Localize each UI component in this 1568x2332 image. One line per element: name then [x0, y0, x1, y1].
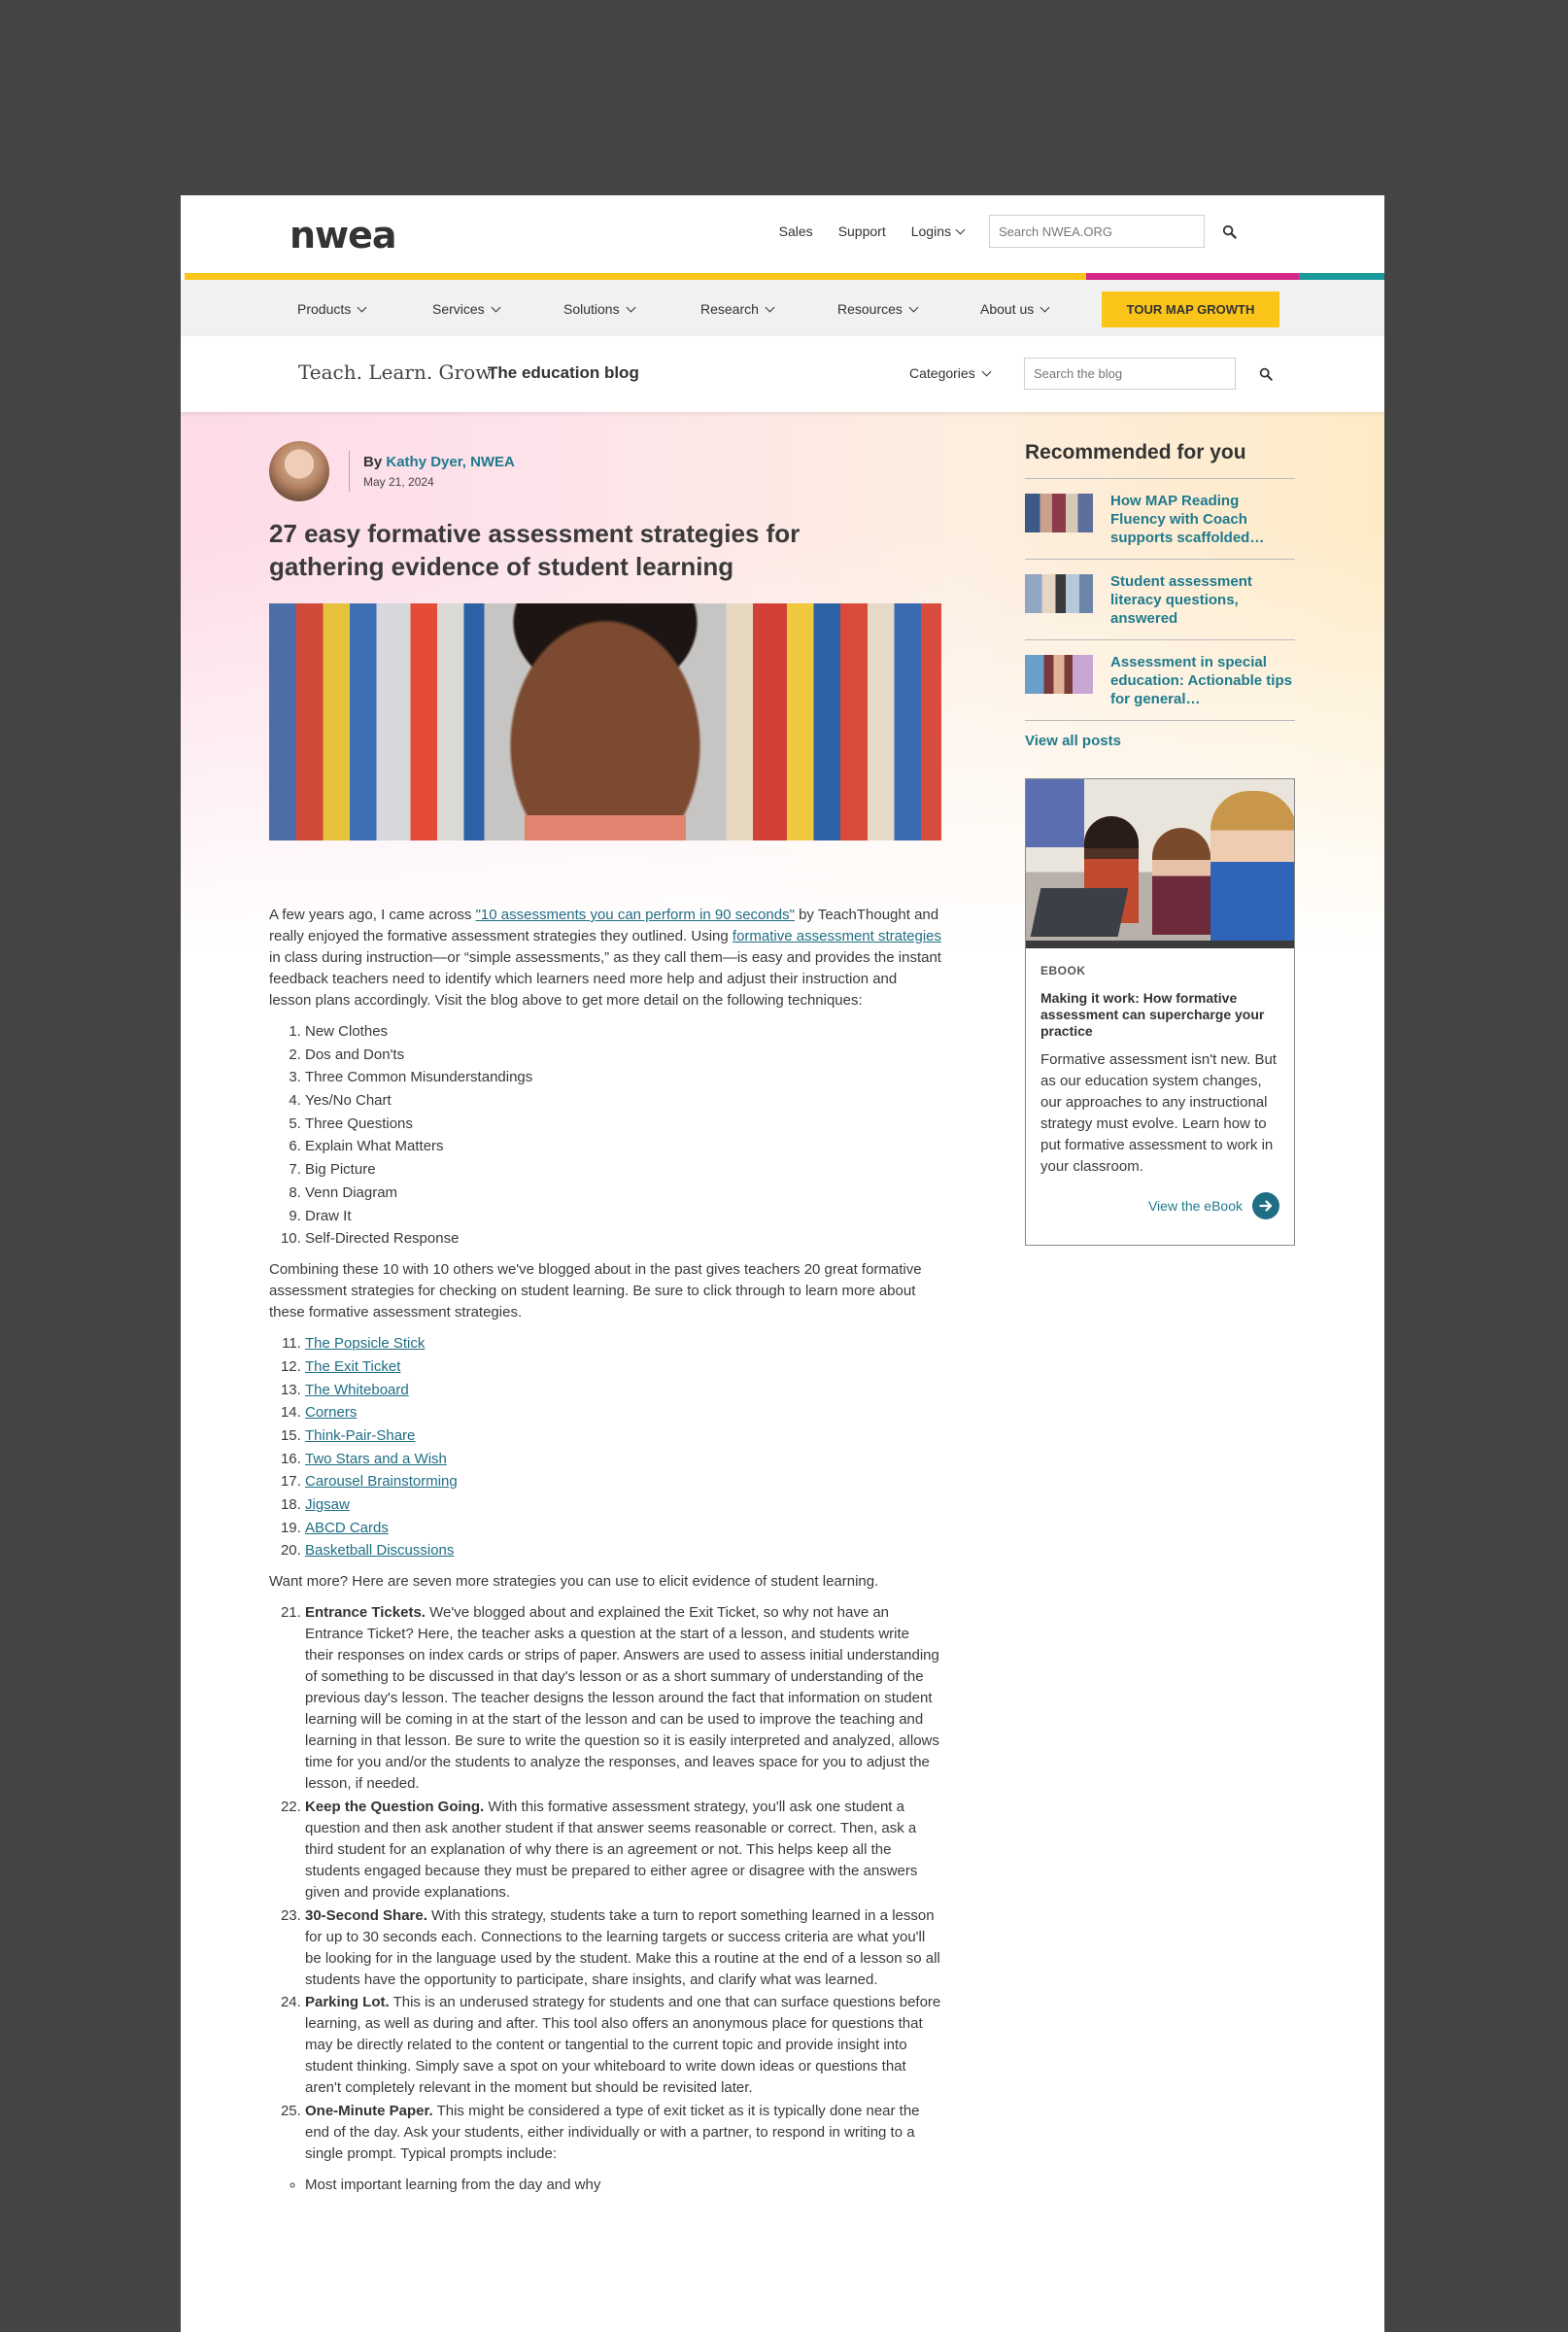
strategy-link[interactable]: ABCD Cards	[305, 1519, 389, 1536]
list-item: 7. Big Picture	[305, 1159, 941, 1181]
recommended-title: Student assessment literacy questions, answered	[1110, 573, 1252, 627]
top-bar	[181, 195, 1384, 273]
recommended-thumbnail	[1025, 494, 1093, 532]
categories-label: Categories	[909, 365, 975, 381]
intro-paragraph: A few years ago, I came across "10 assessments you can perform in 90 seconds" by TeachThought and really enjoyed the formative assessment strategies they outlined. Using formative assessment strategies in class during instruction—or “simple assessments,” as they call them—is easy and provides the instant feedback teachers need to identify which learners need more help and adjust their instruction and lesson plans accordingly. Visit the blog above to get more detail on the following techniques:	[269, 907, 942, 1009]
strategy-description: This might be considered a type of exit ticket as it is typically done near the end of the day. Ask your students, either individually or with a partner, to respond in writing to a single prompt. Typical prompts include:	[305, 2103, 920, 2163]
nav-solutions[interactable]	[563, 301, 634, 317]
page	[181, 195, 1384, 2332]
list-item: 10. Self-Directed Response	[305, 1228, 941, 1250]
blog-search-button[interactable]	[1249, 358, 1282, 391]
strategy-list-1	[269, 1021, 941, 1250]
strategy-link[interactable]: The Whiteboard	[305, 1381, 409, 1398]
recommended-item[interactable]	[1025, 640, 1295, 721]
strategy-link[interactable]: The Popsicle Stick	[305, 1335, 426, 1353]
strategy-name: 30-Second Share.	[305, 1906, 427, 1924]
nav-services[interactable]	[432, 301, 499, 317]
recommended-heading: Recommended for you	[1025, 441, 1295, 479]
strategy-name: Parking Lot.	[305, 1994, 390, 2011]
tour-map-growth-button[interactable]: TOUR MAP GROWTH	[1102, 292, 1279, 327]
author-link[interactable]: Kathy Dyer, NWEA	[386, 454, 515, 470]
blog-title[interactable]: The education blog	[488, 363, 639, 382]
categories-menu[interactable]	[909, 365, 990, 381]
list-item	[305, 1494, 941, 1516]
site-search-input[interactable]	[989, 215, 1205, 248]
byline-by-label: By	[363, 454, 383, 470]
list-item: 5. Three Questions	[305, 1114, 941, 1135]
list-item	[305, 1333, 941, 1355]
list-item	[305, 1425, 941, 1447]
list-item: ◦ Most important learning from the day and why	[305, 2175, 941, 2196]
article-body	[269, 905, 941, 2206]
chevron-down-icon	[358, 303, 367, 313]
list-item: 4. Yes/No Chart	[305, 1090, 941, 1112]
prompt-list	[269, 2175, 941, 2196]
chevron-down-icon	[765, 303, 774, 313]
view-all-posts-link[interactable]: View all posts	[1025, 733, 1121, 749]
content-area	[181, 412, 1384, 2332]
nav-about-label: About us	[980, 301, 1035, 317]
search-icon	[1222, 224, 1237, 239]
list-item	[305, 1540, 941, 1561]
sales-link[interactable]: Sales	[778, 223, 813, 239]
list-item	[305, 1402, 941, 1423]
strategy-link[interactable]: Think-Pair-Share	[305, 1426, 416, 1444]
recommended-title: How MAP Reading Fluency with Coach supports scaffolded…	[1110, 493, 1265, 546]
ebook-card[interactable]	[1025, 778, 1295, 1246]
ebook-image	[1026, 779, 1294, 948]
chevron-down-icon	[491, 303, 500, 313]
search-icon	[1259, 367, 1273, 381]
view-ebook-link[interactable]	[1040, 1192, 1279, 1219]
strategy-link[interactable]: The Exit Ticket	[305, 1357, 401, 1375]
list-item: 3. Three Common Misunderstandings	[305, 1067, 941, 1088]
strategy-name: One-Minute Paper.	[305, 2103, 433, 2120]
ebook-title: Making it work: How formative assessment can supercharge your practice	[1040, 990, 1265, 1039]
blog-tagline[interactable]: Teach. Learn. Grow.	[298, 360, 496, 384]
strategy-link[interactable]: Two Stars and a Wish	[305, 1450, 447, 1467]
view-ebook-label: View the eBook	[1147, 1198, 1243, 1214]
strategy-name: Keep the Question Going.	[305, 1799, 485, 1816]
blog-search-input[interactable]	[1024, 358, 1236, 390]
logins-menu[interactable]	[911, 223, 964, 239]
chevron-down-icon	[626, 303, 635, 313]
strategy-name: Entrance Tickets.	[305, 1604, 426, 1622]
ebook-label: EBOOK	[1040, 964, 1086, 977]
list-item	[305, 1449, 941, 1470]
strategy-description: With this strategy, students take a turn to report something learned in a lesson for up to 30 seconds each. Connections to the learning targets or success criteria are what you'll be looking for in the language used by the student. Make this a routine at the end of a lesson so all students have the opportunity to participate, share insights, and clarify what was learned.	[305, 1906, 940, 1988]
arrow-right-icon	[1252, 1192, 1279, 1219]
paragraph-3: Want more? Here are seven more strategies you can use to elicit evidence of student learning.	[269, 1573, 879, 1591]
strategy-description: This is an underused strategy for students and one that can surface questions before learning, as well as during and after. This tool also offers an anonymous place for questions that may be directly related to the content or tangential to the current topic and provide insight into student thinking. Simply save a spot on your whiteboard to write down ideas or questions that aren't completely relevant in the moment but should be revisited later.	[305, 1994, 941, 2097]
strategy-list-3	[269, 1602, 941, 2196]
nav-products-label: Products	[297, 301, 352, 317]
list-item	[305, 2101, 941, 2196]
list-item	[305, 1356, 941, 1378]
paragraph-2: Combining these 10 with 10 others we've blogged about in the past gives teachers 20 great formative assessment strategies for checking on student learning. Be sure to click through to learn more about these formative assessment strategies.	[269, 1261, 922, 1321]
recommended-thumbnail	[1025, 574, 1093, 613]
recommended-thumbnail	[1025, 655, 1093, 694]
post-title: 27 easy formative assessment strategies for gathering evidence of student learning	[269, 519, 801, 581]
strategy-link[interactable]: Carousel Brainstorming	[305, 1473, 458, 1491]
ten-assessments-link[interactable]: "10 assessments you can perform in 90 seconds"	[475, 907, 795, 923]
nwea-logo[interactable]: nwea	[290, 214, 396, 257]
site-search-button[interactable]	[1212, 215, 1245, 248]
strategy-list-2	[269, 1333, 941, 1561]
recommended-item[interactable]	[1025, 560, 1295, 640]
nav-about-us[interactable]	[980, 301, 1048, 317]
strategy-description: With this formative assessment strategy, you'll ask one student a question and then ask another student if that answer seems reasonable or correct. Then, ask a third student for an explanation of why there is an agreement or not. This helps keep all the students engaged because they must be prepared to either agree or disagree with the answers given and provide explanations.	[305, 1799, 918, 1902]
recommended-title: Assessment in special education: Actionable tips for general…	[1110, 654, 1292, 707]
nav-resources-label: Resources	[837, 301, 903, 317]
list-item	[305, 1797, 941, 1903]
nav-products[interactable]	[297, 301, 365, 317]
formative-strategies-link[interactable]: formative assessment strategies	[732, 928, 942, 944]
nav-research-label: Research	[700, 301, 759, 317]
byline-text	[363, 454, 515, 470]
byline	[269, 441, 515, 501]
list-item: 1. New Clothes	[305, 1021, 941, 1043]
list-item: 8. Venn Diagram	[305, 1183, 941, 1204]
list-item	[305, 1518, 941, 1539]
ebook-description: Formative assessment isn't new. But as our education system changes, our approaches to any instructional strategy must evolve. Learn how to put formative assessment to work in your classroom.	[1040, 1051, 1277, 1175]
list-item	[305, 1602, 941, 1795]
nav-research[interactable]	[700, 301, 773, 317]
strategy-link[interactable]: Basketball Discussions	[305, 1542, 455, 1560]
support-link[interactable]: Support	[837, 223, 886, 239]
logins-label: Logins	[910, 223, 951, 239]
post-date: May 21, 2024	[363, 475, 434, 489]
blog-bar	[181, 336, 1384, 412]
hero-image	[269, 603, 941, 840]
nav-resources[interactable]	[837, 301, 917, 317]
strategy-link[interactable]: Corners	[305, 1404, 358, 1422]
chevron-down-icon	[1040, 303, 1050, 313]
utility-nav	[779, 215, 1245, 248]
list-item: 6. Explain What Matters	[305, 1136, 941, 1157]
list-item	[305, 1992, 941, 2099]
recommended-item[interactable]	[1025, 479, 1295, 560]
author-avatar	[269, 441, 329, 501]
sidebar	[1025, 441, 1295, 1246]
list-item	[305, 1380, 941, 1401]
list-item: 9. Draw It	[305, 1206, 941, 1227]
chevron-down-icon	[981, 367, 991, 377]
nav-services-label: Services	[432, 301, 485, 317]
chevron-down-icon	[956, 225, 966, 235]
chevron-down-icon	[908, 303, 918, 313]
list-item: 2. Dos and Don'ts	[305, 1045, 941, 1066]
strategy-description: We've blogged about and explained the Exit Ticket, so why not have an Entrance Ticket? Here, the teacher asks a question at the start of a lesson, and students write their responses on index cards or strips of paper. Answers are used to assess initial understanding of something to be discussed in that day's lesson or as a short summary of understanding of the previous day's lesson. The teacher designs the lesson around the fact that information on student learning will be coming in at the start of the lesson and can be used to improve the teaching and learning in that lesson. Be sure to write the question so it is easily interpreted and analyzed, allows time for you and/or the students to analyze the responses, and leaves space for you to adjust the lesson, if needed.	[305, 1604, 939, 1793]
strategy-link[interactable]: Jigsaw	[305, 1496, 350, 1513]
list-item	[305, 1471, 941, 1492]
list-item	[305, 1905, 941, 1991]
brand-color-bar	[185, 273, 1384, 280]
main-nav	[181, 280, 1384, 336]
nav-solutions-label: Solutions	[563, 301, 620, 317]
